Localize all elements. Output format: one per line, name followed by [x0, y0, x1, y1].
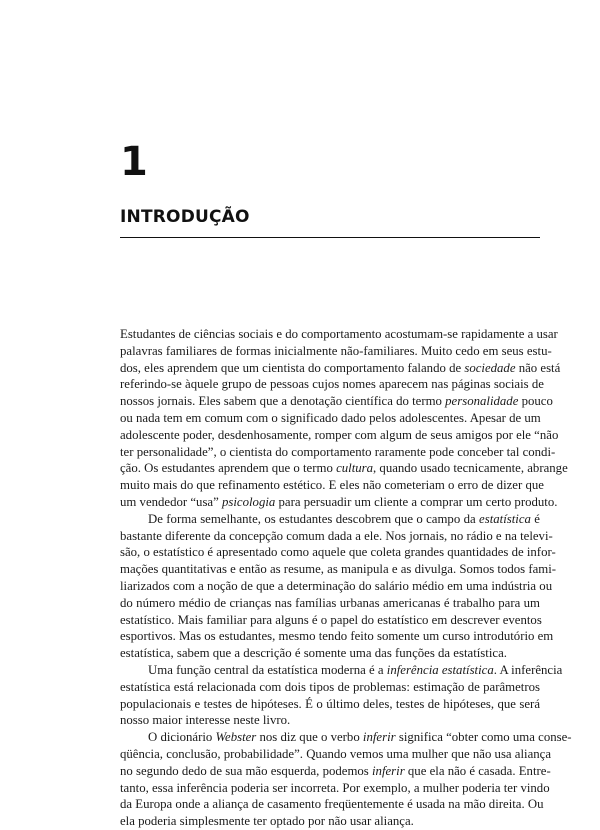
italic-term: inferência estatística: [386, 662, 494, 677]
text-run: estatístico. Mais familiar para alguns é o papel do estatístico em descrever eventos: [120, 612, 542, 627]
text-run: do número médio de crianças nas famílias urbanas americanas é trabalho para um: [120, 595, 540, 610]
text-run: referindo-se àquele grupo de pessoas cujos nomes aparecem nas páginas sociais de: [120, 377, 544, 392]
text-line: [120, 712, 540, 729]
text-run: nossos jornais. Eles sabem que a denotação científica do termo: [120, 394, 446, 409]
text-line: [120, 326, 558, 343]
text-run: nosso maior interesse neste livro.: [120, 713, 291, 728]
text-line: [120, 645, 540, 662]
text-line: [120, 696, 540, 713]
text-run: é: [530, 511, 540, 526]
chapter-number: 1: [120, 139, 148, 185]
text-line: [120, 813, 540, 830]
text-line: [120, 360, 561, 377]
italic-term: psicologia: [221, 494, 276, 509]
text-line: [120, 595, 540, 612]
text-run: muito mais do que refinamento estético. E eles não cometeriam o erro de dizer que: [120, 478, 544, 493]
text-run: adolescente poder, desdenhosamente, romper com algum de seus amigos por ele “não: [120, 427, 559, 442]
text-run: , quando usado tecnicamente, abrange: [373, 461, 568, 476]
text-run: ter personalidade”, o cientista do comportamento raramente pode conceber tal condi-: [120, 444, 556, 459]
text-line: [120, 410, 540, 427]
text-line: [120, 427, 559, 444]
text-run: liarizados com a noção de que a determinação do salário médio em uma indústria ou: [120, 578, 553, 593]
text-run: mações quantitativas e então as resume, as manipula e as divulga. Somos todos fami-: [120, 562, 557, 577]
paragraph: [120, 662, 563, 729]
paragraph: [120, 511, 557, 662]
text-line: [120, 612, 540, 629]
text-line: [120, 477, 544, 494]
text-line: [120, 393, 553, 410]
text-line: [120, 561, 557, 578]
paragraph: [120, 326, 568, 511]
text-line: [120, 343, 552, 360]
text-line: [120, 376, 544, 393]
text-run: no segundo dedo de sua mão esquerda, podemos: [120, 763, 372, 778]
title-rule: [120, 237, 540, 238]
text-line: [120, 528, 553, 545]
text-run: nos diz que o verbo: [256, 730, 363, 745]
text-run: populacionais e testes de hipóteses. É o último deles, testes de hipóteses, que será: [120, 696, 540, 711]
text-run: O dicionário: [148, 730, 216, 745]
italic-term: personalidade: [445, 394, 519, 409]
text-run: palavras familiares de formas inicialmente não-familiares. Muito cedo em seus estu-: [120, 343, 552, 358]
text-line: [120, 746, 552, 763]
text-run: são, o estatístico é apresentado como aquele que coleta grandes quantidades de infor-: [120, 545, 556, 560]
text-run: dos, eles aprendem que um cientista do comportamento falando de: [120, 360, 465, 375]
text-run: tanto, essa inferência poderia ser incorreta. Por exemplo, a mulher poderia ter vindo: [120, 780, 550, 795]
text-run: Estudantes de ciências sociais e do comportamento acostumam-se rapidamente a usar: [120, 327, 558, 341]
text-run: bastante diferente da concepção comum dada a ele. Nos jornais, no rádio e na televi-: [120, 528, 553, 543]
text-run: estatística está relacionada com dois tipos de problemas: estimação de parâmetros: [120, 679, 540, 694]
italic-term: inferir: [362, 730, 396, 745]
text-line: [120, 796, 544, 813]
italic-term: Webster: [215, 730, 257, 745]
text-line: [120, 460, 568, 477]
text-run: pouco: [518, 394, 553, 409]
text-run: ção. Os estudantes aprendem que o termo: [120, 461, 337, 476]
text-run: esportivos. Mas os estudantes, mesmo tendo feito somente um curso introdutório em: [120, 629, 554, 644]
body-text: [120, 326, 572, 830]
italic-term: estatística: [479, 511, 531, 526]
text-line: [120, 780, 550, 797]
text-run: para persuadir um cliente a comprar um certo produto.: [275, 494, 558, 509]
text-line: [120, 628, 554, 645]
italic-term: sociedade: [464, 360, 516, 375]
text-line: [120, 679, 540, 696]
text-line: [120, 578, 553, 595]
chapter-title: INTRODUÇÃO: [120, 207, 250, 227]
text-run: ela poderia simplesmente ter optado por não usar aliança.: [120, 814, 414, 829]
paragraph: [120, 729, 572, 830]
italic-term: inferir: [371, 763, 405, 778]
text-line: [120, 763, 551, 780]
text-line: [120, 662, 563, 679]
text-run: qüência, conclusão, probabilidade”. Quando vemos uma mulher que não usa aliança: [120, 746, 552, 761]
text-run: um vendedor “usa”: [120, 494, 222, 509]
text-run: que ela não é casada. Entre-: [404, 763, 551, 778]
text-line: [120, 444, 556, 461]
text-line: [120, 494, 558, 511]
text-line: [120, 511, 540, 528]
text-run: da Europa onde a aliança de casamento freqüentemente é usada na mão direita. Ou: [120, 797, 544, 812]
text-line: [120, 544, 556, 561]
text-run: Uma função central da estatística moderna é a: [148, 662, 387, 677]
text-run: significa “obter como uma conse-: [395, 730, 572, 745]
text-run: estatística, sabem que a descrição é somente uma das funções da estatística.: [120, 646, 507, 661]
text-run: não está: [515, 360, 561, 375]
text-line: [120, 729, 572, 746]
italic-term: cultura: [336, 461, 374, 476]
text-run: De forma semelhante, os estudantes descobrem que o campo da: [148, 511, 480, 526]
text-run: . A inferência: [493, 662, 563, 677]
text-run: ou nada tem em comum com o significado dado pelos adolescentes. Apesar de um: [120, 410, 541, 425]
